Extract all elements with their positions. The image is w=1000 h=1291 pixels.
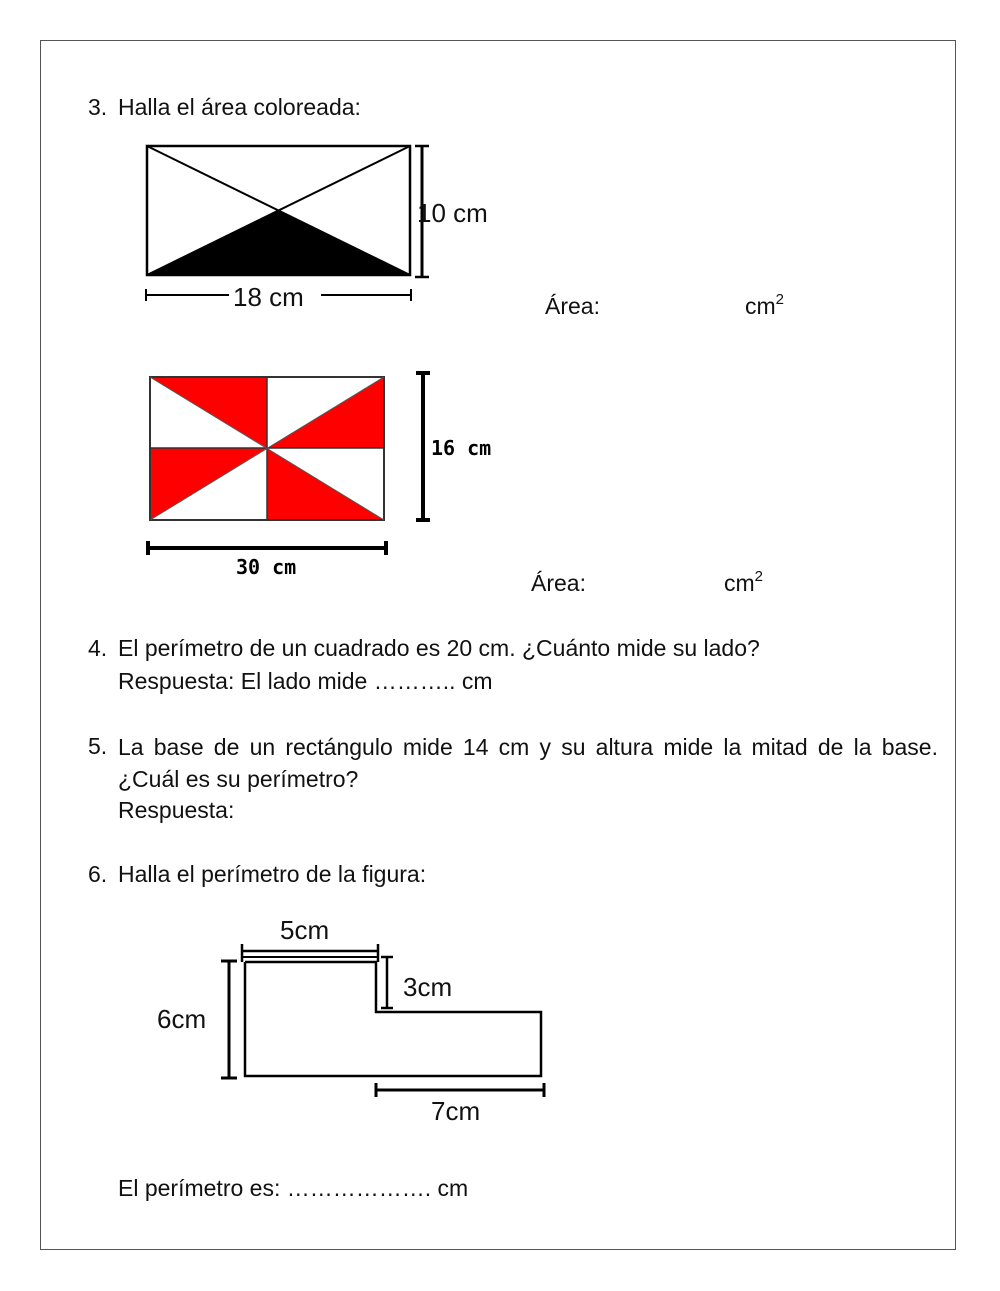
fig2-area-unit: $cm^2$ [724, 568, 764, 596]
q5-answer: Respuesta: [118, 797, 235, 823]
q6-number: 6. [88, 861, 108, 887]
q3-title: Halla el área coloreada: [118, 94, 361, 120]
q6-left-label: 6cm [157, 1004, 207, 1034]
q3-figure1 [146, 146, 488, 312]
fig1-area-unit: $cm^2$ [745, 291, 785, 319]
fig1-width-label: 18 cm [233, 282, 304, 312]
fig2-area-label: Área: [531, 570, 586, 596]
fig1-height-label: 10 cm [417, 198, 488, 228]
q4-number: 4. [88, 635, 108, 661]
fig1-area-label: Área: [545, 293, 600, 319]
q6-step-label: 3cm [403, 972, 453, 1002]
q6-figure [157, 915, 544, 1126]
q6-bottom-label: 7cm [431, 1096, 481, 1126]
q4-answer: Respuesta: El lado mide ……….. cm [118, 668, 493, 694]
q6-title: Halla el perímetro de la figura: [118, 861, 427, 887]
q3-figure2 [148, 373, 491, 579]
shaded-triangle [147, 211, 410, 275]
q3-number: 3. [88, 94, 108, 120]
q5-number: 5. [88, 733, 108, 759]
fig2-width-label: 30 cm [236, 555, 297, 579]
q6-top-label: 5cm [280, 915, 330, 945]
q4-question: El perímetro de un cuadrado es 20 cm. ¿Cuánto mide su lado? [118, 635, 760, 661]
q6-answer: El perímetro es: ………………. cm [118, 1175, 469, 1201]
fig2-height-label: 16 cm [431, 436, 492, 460]
q5-question: La base de un rectángulo mide 14 cm y su altura mide la mitad de la base. ¿Cuál es su perímetro? [118, 734, 938, 792]
